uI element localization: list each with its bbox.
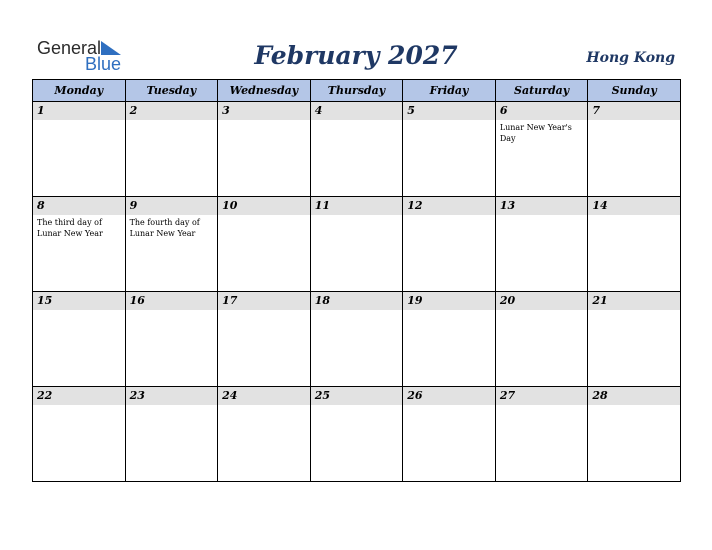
day-number: 22 [33,387,125,405]
day-number: 16 [126,292,218,310]
holiday-label: Lunar New Year's Day [499,123,572,143]
day-cell [588,387,681,482]
day-number: 4 [311,102,403,120]
day-number: 20 [496,292,588,310]
holiday-label: The third day of Lunar New Year [37,218,103,238]
weekday-header: Wednesday [218,80,311,102]
day-cell [218,197,311,292]
day-number: 17 [218,292,310,310]
day-number: 28 [588,387,680,405]
day-cell [125,292,218,387]
day-cell [403,292,496,387]
day-cell [310,197,403,292]
holiday-label: The fourth day of Lunar New Year [129,218,200,238]
day-number: 18 [311,292,403,310]
day-cell [495,292,588,387]
day-cell [310,102,403,197]
day-number: 11 [311,197,403,215]
weekday-header: Sunday [588,80,681,102]
day-number: 15 [33,292,125,310]
day-cell [125,197,218,292]
day-number: 26 [403,387,495,405]
day-cell [588,102,681,197]
week-row [33,387,681,482]
day-number: 25 [311,387,403,405]
day-cell [125,102,218,197]
day-cell [495,387,588,482]
day-number: 14 [588,197,680,215]
day-cell [33,292,126,387]
day-number: 12 [403,197,495,215]
day-number: 3 [218,102,310,120]
day-number: 19 [403,292,495,310]
day-cell [33,197,126,292]
week-row [33,197,681,292]
day-cell [588,292,681,387]
day-number: 10 [218,197,310,215]
day-number: 21 [588,292,680,310]
week-row [33,292,681,387]
day-cell [495,102,588,197]
day-number: 1 [33,102,125,120]
day-number: 5 [403,102,495,120]
day-number: 7 [588,102,680,120]
day-cell [403,197,496,292]
day-cell [218,292,311,387]
weekday-header-row [33,80,681,102]
day-number: 9 [126,197,218,215]
day-number: 23 [126,387,218,405]
day-cell [218,102,311,197]
day-cell [495,197,588,292]
day-cell [218,387,311,482]
weekday-header: Tuesday [125,80,218,102]
day-number: 6 [496,102,588,120]
calendar-grid [32,79,681,482]
day-number: 2 [126,102,218,120]
day-cell [125,387,218,482]
day-cell [33,387,126,482]
day-cell [588,197,681,292]
calendar-region: Hong Kong [586,50,675,66]
weekday-header: Friday [403,80,496,102]
day-cell [310,292,403,387]
day-number: 24 [218,387,310,405]
day-number: 8 [33,197,125,215]
logo-text-blue: Blue [85,54,122,74]
weekday-header: Monday [33,80,126,102]
day-cell [310,387,403,482]
week-row [33,102,681,197]
weekday-header: Saturday [495,80,588,102]
day-number: 27 [496,387,588,405]
day-cell [403,102,496,197]
day-cell [33,102,126,197]
logo-text-general: General [37,38,102,58]
day-cell [403,387,496,482]
weekday-header: Thursday [310,80,403,102]
calendar-title: February 2027 [254,41,458,70]
day-number: 13 [496,197,588,215]
